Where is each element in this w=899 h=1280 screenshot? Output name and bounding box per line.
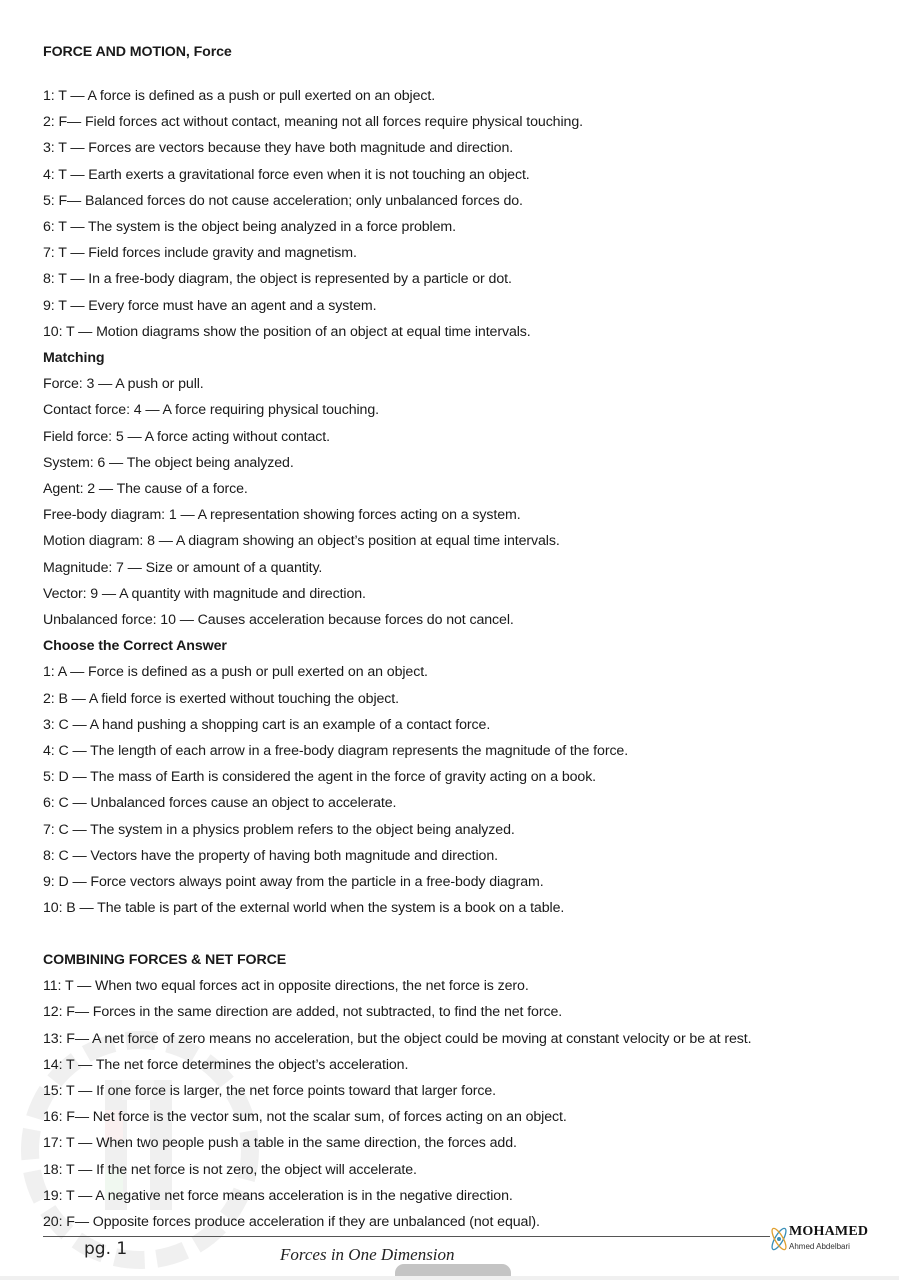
answer-line: 10: T — Motion diagrams show the position of an object at equal time intervals.: [43, 323, 531, 340]
answer-line: Contact force: 4 — A force requiring physical touching.: [43, 402, 379, 419]
answer-line: 16: F— Net force is the vector sum, not the scalar sum, of forces acting on an object.: [43, 1109, 567, 1126]
answer-line: 5: F— Balanced forces do not cause acceleration; only unbalanced forces do.: [43, 192, 523, 209]
answer-line: 19: T — A negative net force means acceleration is in the negative direction.: [43, 1187, 513, 1204]
answer-line: Unbalanced force: 10 — Causes acceleration because forces do not cancel.: [43, 612, 514, 628]
answer-line: 6: T — The system is the object being analyzed in a force problem.: [43, 219, 456, 235]
answer-line: 18: T — If the net force is not zero, the object will accelerate.: [43, 1161, 417, 1178]
answer-line: 14: T — The net force determines the object’s acceleration.: [43, 1056, 409, 1073]
bottom-bar: [0, 1276, 899, 1280]
answer-line: 10: B — The table is part of the external world when the system is a book on a table.: [43, 900, 565, 917]
answer-line: 8: T — In a free-body diagram, the object is represented by a particle or dot.: [43, 271, 512, 288]
logo-subtitle: Ahmed Abdelbari: [789, 1242, 850, 1251]
answer-line: 2: B — A field force is exerted without touching the object.: [43, 690, 399, 707]
page-number: pg. 1: [84, 1239, 128, 1259]
answer-line: 9: D — Force vectors always point away from the particle in a free-body diagram.: [43, 874, 544, 890]
answer-line: 7: C — The system in a physics problem refers to the object being analyzed.: [43, 821, 515, 838]
section-heading: FORCE AND MOTION, Force: [43, 44, 232, 60]
answer-line: 11: T — When two equal forces act in opposite directions, the net force is zero.: [43, 978, 529, 995]
answer-line: 1: T — A force is defined as a push or pull exerted on an object.: [43, 88, 436, 104]
answer-line: 8: C — Vectors have the property of having both magnitude and direction.: [43, 847, 498, 864]
footer-divider: [43, 1236, 770, 1237]
answer-line: Agent: 2 — The cause of a force.: [43, 481, 248, 497]
atom-logo-icon: [768, 1222, 790, 1256]
answer-line: Force: 3 — A push or pull.: [43, 376, 204, 393]
answer-line: 12: F— Forces in the same direction are added, not subtracted, to find the net force.: [43, 1004, 563, 1021]
answer-line: 3: T — Forces are vectors because they have both magnitude and direction.: [43, 140, 514, 157]
section-heading: Matching: [43, 350, 105, 366]
logo-name: MOHAMED: [789, 1224, 869, 1239]
answer-line: 1: A — Force is defined as a push or pull exerted on an object.: [43, 664, 428, 681]
answer-line: 17: T — When two people push a table in the same direction, the forces add.: [43, 1135, 517, 1152]
section-heading: Choose the Correct Answer: [43, 638, 227, 655]
answer-line: 4: T — Earth exerts a gravitational force even when it is not touching an object.: [43, 166, 530, 183]
answer-line: 15: T — If one force is larger, the net force points toward that larger force.: [43, 1083, 497, 1099]
answer-line: Free-body diagram: 1 — A representation showing forces acting on a system.: [43, 507, 521, 524]
answer-line: 13: F— A net force of zero means no acceleration, but the object could be moving at constant velocity or be at rest.: [43, 1030, 752, 1047]
answer-line: 5: D — The mass of Earth is considered the agent in the force of gravity acting on a book.: [43, 769, 597, 786]
footer-book-title: Forces in One Dimension: [280, 1245, 455, 1264]
author-logo: [768, 1222, 878, 1260]
answer-line: System: 6 — The object being analyzed.: [43, 454, 294, 471]
section-heading: COMBINING FORCES & NET FORCE: [43, 952, 287, 968]
answer-line: 6: C — Unbalanced forces cause an object to accelerate.: [43, 795, 397, 812]
answer-line: 4: C — The length of each arrow in a free-body diagram represents the magnitude of the force.: [43, 743, 629, 759]
answer-line: Vector: 9 — A quantity with magnitude and direction.: [43, 585, 366, 602]
answer-line: Motion diagram: 8 — A diagram showing an object’s position at equal time intervals.: [43, 533, 560, 550]
answer-line: Field force: 5 — A force acting without contact.: [43, 428, 330, 445]
answer-line: 9: T — Every force must have an agent and a system.: [43, 297, 377, 314]
answer-line: Magnitude: 7 — Size or amount of a quantity.: [43, 559, 323, 576]
answer-line: 2: F— Field forces act without contact, meaning not all forces require physical touching.: [43, 114, 583, 131]
answer-line: 20: F— Opposite forces produce acceleration if they are unbalanced (not equal).: [43, 1214, 540, 1230]
answer-line: 3: C — A hand pushing a shopping cart is an example of a contact force.: [43, 716, 491, 733]
answer-line: 7: T — Field forces include gravity and magnetism.: [43, 245, 357, 262]
